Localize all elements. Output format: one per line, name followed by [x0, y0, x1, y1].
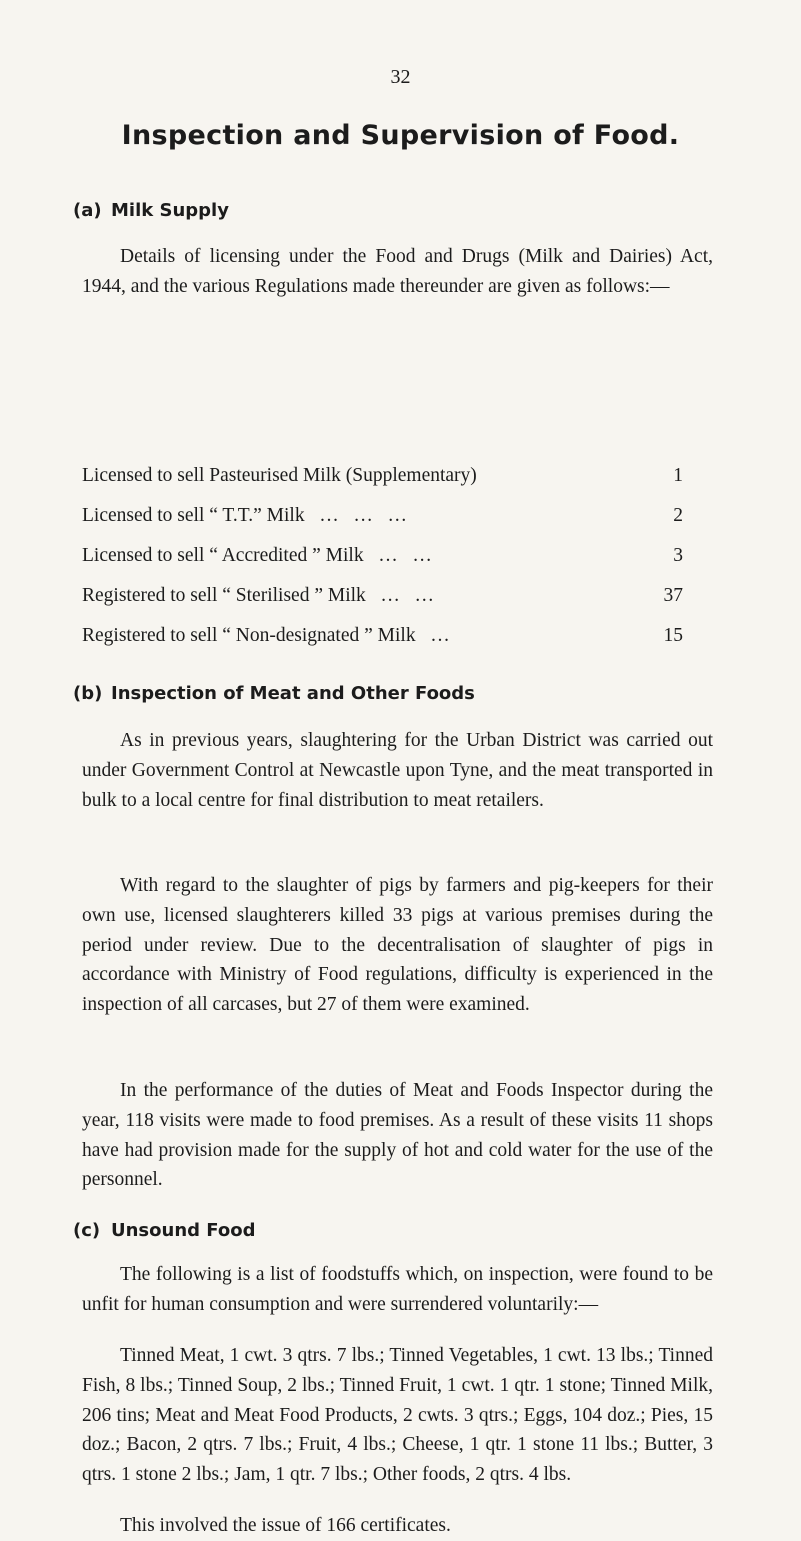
- row-count: 2: [673, 505, 683, 526]
- unsound-food-list: Tinned Meat, 1 cwt. 3 qtrs. 7 lbs.; Tinned Vegetables, 1 cwt. 13 lbs.; Tinned Fish, 8 lbs.; Tinned Soup, 2 lbs.; Tinned Fruit, 1 cwt. 1 qtr. 1 stone; Tinned Milk, 206 tins; Meat and Meat Food Products, 2 cwts. 3 qtrs.; Eggs, 104 doz.; Pies, 15 doz.; Bacon, 2 qtrs. 7 lbs.; Fruit, 4 lbs.; Cheese, 1 qtr. 1 stone 11 lbs.; Butter, 3 qtrs. 1 stone 2 lbs.; Jam, 1 qtr. 7 lbs.; Other foods, 2 qtrs. 4 lbs.: [82, 1345, 713, 1486]
- section-heading-unsound-food: [73, 1220, 255, 1241]
- table-row: [82, 536, 683, 576]
- page-title: Inspection and Supervision of Food.: [121, 120, 680, 151]
- row-count: 37: [663, 585, 683, 606]
- table-row: [82, 616, 683, 656]
- section-letter: (a): [73, 200, 102, 221]
- section-letter: (c): [73, 1220, 101, 1241]
- section-heading-milk-supply: [73, 200, 229, 221]
- row-count: 15: [663, 625, 683, 646]
- row-label: Licensed to sell “ Accredited ” Milk … …: [82, 545, 432, 566]
- milk-intro-paragraph: Details of licensing under the Food and Drugs (Milk and Dairies) Act, 1944, and the various Regulations made thereunder are given as follows:—: [82, 246, 713, 297]
- row-label: Licensed to sell Pasteurised Milk (Supplementary): [82, 465, 477, 486]
- section-letter: (b): [73, 683, 103, 704]
- table-row: [82, 496, 683, 536]
- row-label: Licensed to sell “ T.T.” Milk … … …: [82, 505, 407, 526]
- unsound-food-intro: The following is a list of foodstuffs which, on inspection, were found to be unfit for human consumption and were surrendered voluntarily:—: [82, 1264, 713, 1315]
- row-label: Registered to sell “ Sterilised ” Milk … …: [82, 585, 435, 606]
- table-row: [82, 456, 683, 496]
- row-count: 1: [673, 465, 683, 486]
- meat-paragraph-2: With regard to the slaughter of pigs by farmers and pig-keepers for their own use, licensed slaughterers killed 33 pigs at various premises during the period under review. Due to the decentralisation of slaughter of pigs in accordance with Ministry of Food regulations, difficulty is experienced in the inspection of all carcases, but 27 of them were examined.: [82, 875, 713, 1016]
- certificates-paragraph: This involved the issue of 166 certificates.: [120, 1515, 451, 1536]
- section-title: Milk Supply: [111, 200, 229, 221]
- row-label: Registered to sell “ Non-designated ” Milk …: [82, 625, 450, 646]
- meat-paragraph-3: In the performance of the duties of Meat and Foods Inspector during the year, 118 visits were made to food premises. As a result of these visits 11 shops have had provision made for the supply of hot and cold water for the use of the personnel.: [82, 1080, 713, 1191]
- table-row: [82, 576, 683, 616]
- section-title: Unsound Food: [111, 1220, 256, 1241]
- milk-licence-table: [82, 456, 683, 656]
- row-count: 3: [673, 545, 683, 566]
- meat-paragraph-1: As in previous years, slaughtering for the Urban District was carried out under Government Control at Newcastle upon Tyne, and the meat transported in bulk to a local centre for final distribution to meat retailers.: [82, 730, 713, 811]
- page-number: 32: [390, 66, 411, 88]
- section-title: Inspection of Meat and Other Foods: [111, 683, 475, 704]
- section-heading-meat-inspection: [73, 683, 475, 704]
